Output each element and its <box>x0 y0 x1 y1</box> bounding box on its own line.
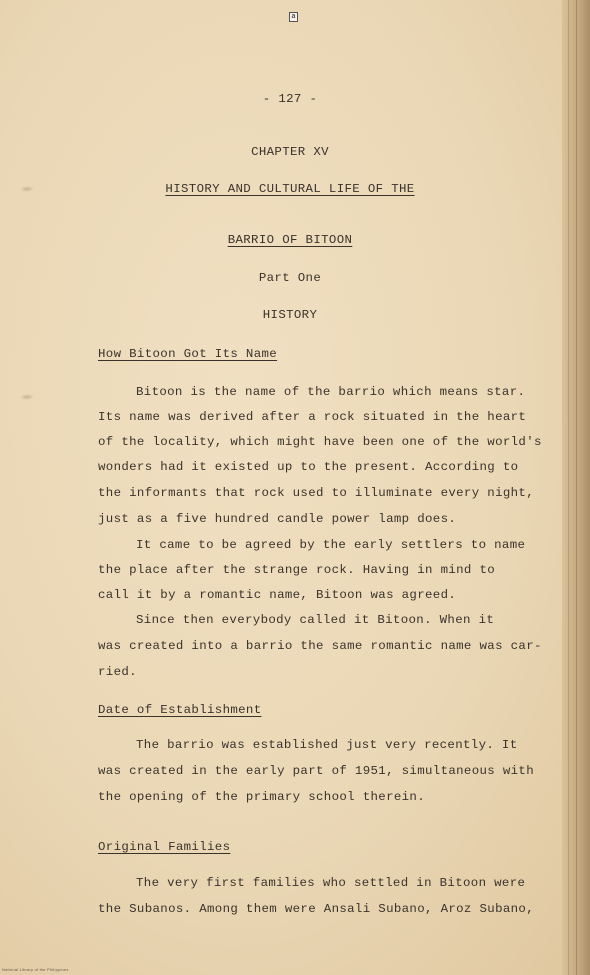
archive-footer: National Library of the Philippines <box>2 967 69 972</box>
paragraph-line: Bitoon is the name of the barrio which means star. <box>136 385 526 399</box>
paragraph-line: the Subanos. Among them were Ansali Subano, Aroz Subano, <box>98 902 534 916</box>
paragraph-line: The very first families who settled in Bitoon were <box>136 876 526 890</box>
paragraph-line: of the locality, which might have been one of the world's <box>98 435 542 449</box>
part-heading: Part One <box>258 271 322 285</box>
paragraph-line: It came to be agreed by the early settlers to name <box>136 538 526 552</box>
chapter-title-line-2: BARRIO OF BITOON <box>227 233 353 247</box>
paragraph-line: Since then everybody called it Bitoon. When it <box>136 613 495 627</box>
paragraph-line: call it by a romantic name, Bitoon was agreed. <box>98 588 457 602</box>
page-number: - 127 - <box>262 92 318 106</box>
section-heading: HISTORY <box>262 308 318 322</box>
chapter-heading: CHAPTER XV <box>251 145 329 159</box>
paragraph-line: Its name was derived after a rock situated in the heart <box>98 410 527 424</box>
tab-marker: a <box>289 12 298 22</box>
binding-mark <box>20 394 34 400</box>
paragraph-line: The barrio was established just very recently. It <box>136 738 518 752</box>
paragraph-line: ried. <box>98 665 137 679</box>
subheading-bitoon-name: How Bitoon Got Its Name <box>98 347 278 361</box>
paragraph-line: was created into a barrio the same romantic name was car- <box>98 639 542 653</box>
subheading-date-of-establishment: Date of Establishment <box>98 703 262 717</box>
paragraph-line: was created in the early part of 1951, simultaneous with <box>98 764 534 778</box>
paragraph-line: the place after the strange rock. Having in mind to <box>98 563 496 577</box>
subheading-original-families: Original Families <box>98 840 231 854</box>
paragraph-line: the informants that rock used to illuminate every night, <box>98 486 534 500</box>
paragraph-line: the opening of the primary school therein. <box>98 790 425 804</box>
chapter-title-line-1: HISTORY AND CULTURAL LIFE OF THE <box>165 182 415 196</box>
paragraph-line: wonders had it existed up to the present. According to <box>98 460 519 474</box>
paragraph-line: just as a five hundred candle power lamp does. <box>98 512 457 526</box>
